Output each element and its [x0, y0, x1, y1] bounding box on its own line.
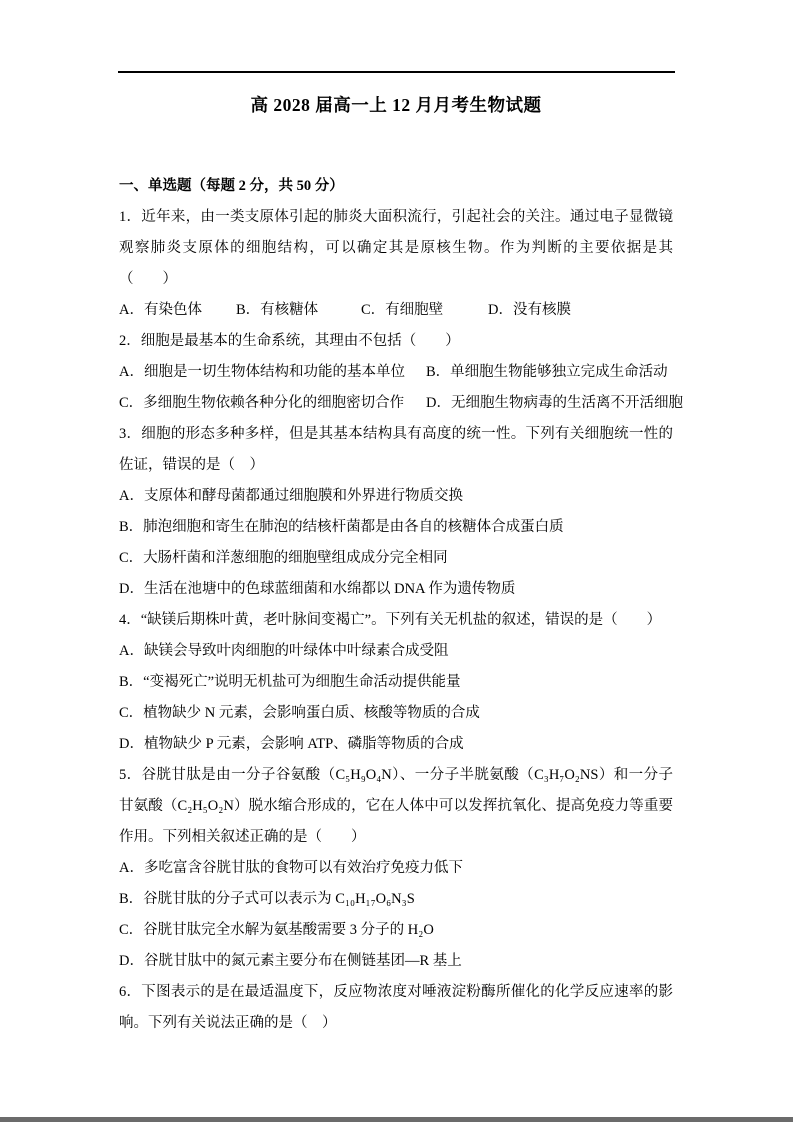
document-title: 高 2028 届高一上 12 月月考生物试题: [250, 95, 542, 115]
option-item: C．大肠杆菌和洋葱细胞的细胞壁组成成分完全相同: [119, 550, 448, 566]
option-item: D．植物缺少 P 元素，会影响 ATP、磷脂等物质的合成: [119, 736, 464, 752]
question-2-options-row-1: [119, 357, 673, 388]
question-4-stem: 4．“缺镁后期株叶黄，老叶脉间变褐亡”。下列有关无机盐的叙述，错误的是（ ）: [119, 612, 662, 628]
option-item: D．没有核膜: [488, 302, 571, 318]
question-3-stem: 3．细胞的形态多种多样，但是其基本结构具有高度的统一性。下列有关细胞统一性的佐证，错误的是（ ）: [119, 426, 673, 473]
question-2-options-row-2: [119, 388, 683, 419]
option-item: C．有细胞壁: [361, 302, 444, 318]
question-1-stem: 1．近年来，由一类支原体引起的肺炎大面积流行，引起社会的关注。通过电子显微镜观察肺炎支原体的细胞结构，可以确定其是原核生物。作为判断的主要依据是其（ ）: [119, 209, 673, 287]
document-body: [119, 171, 683, 1039]
question-5: [119, 760, 673, 977]
option-item: D．无细胞生物病毒的生活离不开活细胞: [426, 395, 683, 411]
option-item: B．肺泡细胞和寄生在肺泡的结核杆菌都是由各自的核糖体合成蛋白质: [119, 519, 564, 535]
option-item: C．植物缺少 N 元素，会影响蛋白质、核酸等物质的合成: [119, 705, 480, 721]
option-item: A．有染色体: [119, 302, 202, 318]
option-item: A．支原体和酵母菌都通过细胞膜和外界进行物质交换: [119, 488, 463, 504]
option-item: D．谷胱甘肽中的氮元素主要分布在侧链基团—R 基上: [119, 953, 462, 969]
question-1-options-row: [119, 295, 673, 326]
option-item: A．细胞是一切生物体结构和功能的基本单位: [119, 364, 405, 380]
page-edge-bar: [0, 1117, 793, 1122]
question-3: [119, 419, 673, 605]
question-1: [119, 202, 673, 326]
question-6: [119, 977, 673, 1039]
option-item: B．单细胞生物能够独立完成生命活动: [426, 364, 668, 380]
question-6-stem: 6．下图表示的是在最适温度下，反应物浓度对唾液淀粉酶所催化的化学反应速率的影响。下列有关说法正确的是（ ）: [119, 984, 673, 1031]
question-2: [119, 326, 683, 419]
option-item: D．生活在池塘中的色球蓝细菌和水绵都以 DNA 作为遗传物质: [119, 581, 516, 597]
section-heading: 一、单选题（每题 2 分，共 50 分）: [119, 178, 344, 194]
option-item: C．谷胱甘肽完全水解为氨基酸需要 3 分子的 H₂O: [119, 922, 434, 938]
option-item: B．谷胱甘肽的分子式可以表示为 C₁₀H₁₇O₆N₃S: [119, 891, 415, 907]
question-2-stem: 2．细胞是最基本的生命系统，其理由不包括（ ）: [119, 333, 460, 349]
option-item: C．多细胞生物依赖各种分化的细胞密切合作: [119, 395, 405, 411]
title-divider-line: [118, 71, 675, 73]
option-item: B．“变褐死亡”说明无机盐可为细胞生命活动提供能量: [119, 674, 461, 690]
option-item: A．多吃富含谷胱甘肽的食物可以有效治疗免疫力低下: [119, 860, 463, 876]
question-4: [119, 605, 673, 760]
question-5-stem: 5．谷胱甘肽是由一分子谷氨酸（C₅H₉O₄N）、一分子半胱氨酸（C₃H₇O₂NS）和一分子甘氨酸（C₂H₅O₂N）脱水缩合形成的，它在人体中可以发挥抗氧化、提高免疫力等重要作用。下列相关叙述正确的是（ ）: [119, 767, 673, 845]
option-item: B．有核糖体: [236, 302, 319, 318]
option-item: A．缺镁会导致叶肉细胞的叶绿体中叶绿素合成受阻: [119, 643, 449, 659]
